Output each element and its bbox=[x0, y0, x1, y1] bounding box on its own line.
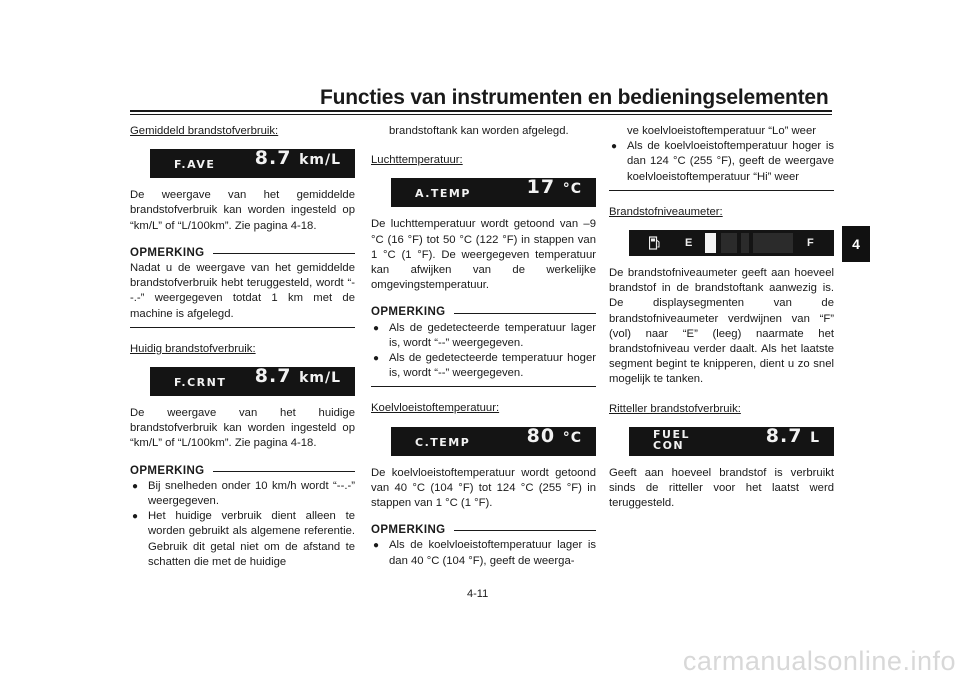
lcd-label: C.TEMP bbox=[415, 435, 471, 449]
list-item: ● Als de koelvloeistoftemperatuur hoger is dan 124 °C (255 °F), geeft de weergave koelvloeistoftemperatuur “Hi” weer bbox=[611, 140, 834, 183]
list-item: ● Bij snelheden onder 10 km/h wordt “--.-” weergegeven. bbox=[132, 479, 355, 508]
lcd-display-atemp bbox=[391, 178, 596, 207]
lcd-value: 8.7 km/L bbox=[254, 147, 341, 170]
lcd-value: 17 °C bbox=[526, 176, 582, 199]
header-rule-thin bbox=[130, 114, 832, 115]
lcd-label: F.CRNT bbox=[174, 376, 227, 390]
page-number: 4-11 bbox=[467, 588, 489, 600]
gauge-segment bbox=[753, 233, 793, 253]
list-item: ● Als de gedetecteerde temperatuur lager is, wordt “--” weergegeven. bbox=[373, 321, 596, 349]
lcd-value: 8.7 km/L bbox=[254, 365, 341, 388]
note-header: OPMERKING bbox=[130, 246, 355, 261]
header-rule bbox=[130, 110, 832, 112]
gauge-level-segment bbox=[705, 233, 716, 253]
section-heading: Luchttemperatuur: bbox=[371, 154, 463, 167]
watermark: carmanualsonline.info bbox=[682, 646, 956, 676]
list-item-continued: brandstoftank kan worden afgelegd. bbox=[389, 125, 569, 137]
paragraph: De brandstofniveaumeter geeft aan hoeveel brandstof in de brandstoftank aanwezig is. De displaysegmenten van de brandstofniveaumeter verdwijnen van “F” (vol) naar “E” (leeg) naarmate het brandstofniveau verder daalt. Als het laatste segment begint te knipperen, dient u zo snel mogelijk te tanken. bbox=[609, 267, 834, 386]
note-header: OPMERKING bbox=[371, 305, 596, 320]
lcd-display-ctemp bbox=[391, 424, 596, 456]
gauge-segment bbox=[721, 233, 737, 253]
list-item: ● Als de koelvloeistoftemperatuur lager is dan 40 °C (104 °F), geeft de weerga- bbox=[373, 539, 596, 567]
paragraph: De koelvloeistoftemperatuur wordt getoond van 40 °C (104 °F) tot 124 °C (255 °F) in stappen van 1 °C (1 °F). bbox=[371, 466, 596, 510]
paragraph: De weergave van het gemiddelde brandstofverbruik kan worden ingesteld op “km/L” of “L/100km”. Zie pagina 4-18. bbox=[130, 189, 355, 232]
list-item-continued: ve koelvloeistoftemperatuur “Lo” weer bbox=[627, 125, 816, 137]
section-heading: Koelvloeistoftemperatuur: bbox=[371, 402, 500, 415]
paragraph: De luchttemperatuur wordt getoond van –9 °C (16 °F) tot 50 °C (122 °F) in stappen van 1 °C (1 °F). De weergegeven temperatuur kan afwijken van de werkelijke omgevingstemperatuur. bbox=[371, 218, 596, 292]
column-2 bbox=[371, 124, 596, 569]
paragraph: De weergave van het huidige brandstofverbruik kan worden ingesteld op “km/L” of “L/100km”. Zie pagina 4-18. bbox=[130, 407, 355, 450]
lcd-label: A.TEMP bbox=[415, 187, 471, 201]
note-text: Nadat u de weergave van het gemiddelde brandstofverbruik hebt teruggesteld, wordt “--.-” weergegeven totdat 1 km met de machine is afgelegd. bbox=[130, 262, 355, 320]
lcd-label: FUEL CON bbox=[653, 427, 690, 452]
gauge-full-label: F bbox=[807, 237, 814, 250]
list-item: ● Het huidige verbruik dient alleen te worden gebruikt als algemene referentie. Gebruik dit getal niet om de afstand te schatten die met de huidige bbox=[132, 510, 355, 568]
section-heading: Brandstofniveaumeter: bbox=[609, 205, 723, 218]
note-header: OPMERKING bbox=[371, 523, 596, 538]
fuel-pump-icon bbox=[649, 236, 660, 250]
paragraph: Geeft aan hoeveel brandstof is verbruikt sinds de ritteller voor het laatst werd teruggesteld. bbox=[609, 466, 834, 510]
gauge-empty-label: E bbox=[685, 237, 693, 250]
lcd-display-fuelcon bbox=[629, 424, 834, 456]
note-header: OPMERKING bbox=[130, 464, 355, 479]
lcd-display-fcrnt bbox=[150, 367, 355, 396]
lcd-label: F.AVE bbox=[174, 158, 216, 172]
column-3 bbox=[609, 124, 834, 511]
lcd-display-fave bbox=[150, 149, 355, 178]
gauge-segment bbox=[741, 233, 749, 253]
column-1 bbox=[130, 124, 355, 570]
chapter-tab[interactable]: 4 bbox=[842, 226, 870, 262]
section-heading: Ritteller brandstofverbruik: bbox=[609, 402, 741, 415]
page-title: Functies van instrumenten en bedieningselementen bbox=[320, 86, 829, 109]
lcd-value: 8.7 L bbox=[765, 424, 820, 447]
section-heading: Gemiddeld brandstofverbruik: bbox=[130, 125, 279, 137]
lcd-value: 80 °C bbox=[526, 424, 582, 447]
section-heading: Huidig brandstofverbruik: bbox=[130, 342, 256, 355]
list-item: ● Als de gedetecteerde temperatuur hoger is, wordt “--” weergegeven. bbox=[373, 352, 596, 380]
fuel-gauge-display bbox=[629, 230, 834, 256]
